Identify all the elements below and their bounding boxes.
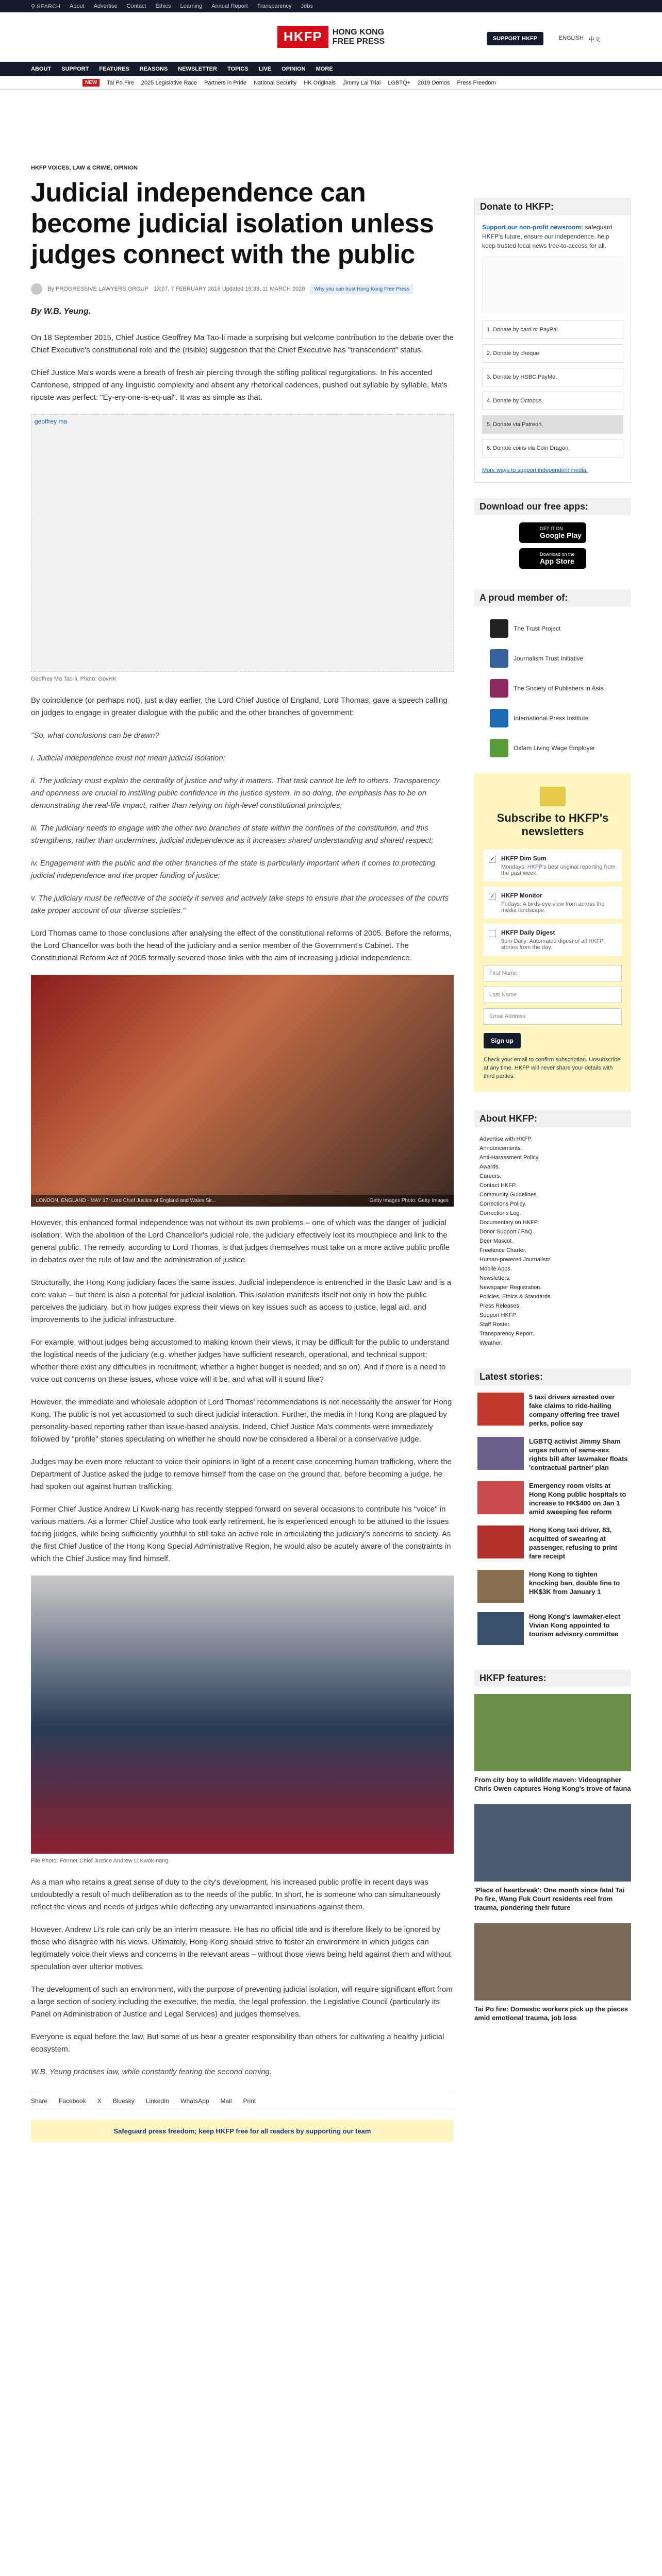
last-name-field[interactable]: Last Name bbox=[484, 987, 622, 1003]
paragraph: For example, without judges being accustomed to making known their views, it may be difficult for the public to understand the logistical needs of the judiciary (e.g. whether judges have sufficient research, operational, and technical support; whether there exist any difficulties in recruitment; whether a higher budget is needed; and so on). And if there is a need to voice out concerns on these issues, whose voice will it be, and what will it sound like? bbox=[31, 1338, 449, 1384]
share-bar bbox=[31, 2092, 454, 2110]
trending-bar bbox=[0, 76, 662, 90]
members-title: A proud member of: bbox=[474, 589, 631, 606]
about-link[interactable]: Community Guidelines. bbox=[479, 1192, 538, 1198]
about-link[interactable]: Deer Mascot. bbox=[479, 1238, 514, 1244]
topbar-jobs[interactable]: Jobs bbox=[301, 3, 313, 9]
donate-intro bbox=[482, 223, 623, 250]
features-widget bbox=[474, 1670, 631, 2022]
member-logo[interactable] bbox=[474, 643, 631, 673]
image-alt-text[interactable]: geoffrey ma bbox=[35, 418, 68, 425]
about-link[interactable]: Awards. bbox=[479, 1164, 500, 1170]
about-link[interactable]: Press Releases. bbox=[479, 1303, 521, 1309]
topbar-learning[interactable]: Learning bbox=[180, 3, 203, 9]
paragraph: However, Andrew Li's role can only be an interim measure. He has no official title and is therefore likely to be ignored by those who disagree with his views. Ultimately, Hong Kong should strive to foster an environment in which judges can legitimately voice their views and concerns in the relevant areas – without those views being held against them and without speculation over ulterior motives. bbox=[31, 1925, 451, 1971]
main-nav bbox=[0, 62, 662, 76]
jti-icon bbox=[490, 649, 508, 668]
search-label: SEARCH bbox=[37, 3, 60, 10]
gp-small: GET IT ON bbox=[540, 526, 563, 531]
member-logo[interactable] bbox=[474, 614, 631, 643]
byline-author[interactable]: By PROGRESSIVE LAWYERS GROUP bbox=[47, 286, 148, 292]
donate-option[interactable]: 1. Donate by card or PayPal. bbox=[482, 320, 623, 339]
support-promo-banner[interactable] bbox=[31, 2120, 454, 2142]
donate-option[interactable]: 2. Donate by cheque. bbox=[482, 344, 623, 363]
as-small: Download on the bbox=[540, 552, 575, 557]
donate-option[interactable]: 5. Donate via Patreon. bbox=[482, 415, 623, 434]
search-link[interactable]: ⚲ SEARCH bbox=[31, 3, 60, 10]
feature-title[interactable]: Tai Po fire: Domestic workers pick up the pieces amid emotional trauma, job loss bbox=[474, 2005, 628, 2022]
apps-title: Download our free apps: bbox=[474, 498, 631, 515]
member-name: Oxfam Living Wage Employer bbox=[514, 744, 595, 752]
photo-credit: Getty Images Photo: Getty Images bbox=[369, 1198, 449, 1204]
nav-features[interactable]: FEATURES bbox=[99, 66, 129, 72]
about-link[interactable]: Donor Support / FAQ. bbox=[479, 1229, 534, 1235]
google-play-button[interactable] bbox=[519, 522, 586, 543]
nav-more[interactable]: MORE bbox=[316, 66, 333, 72]
latest-story[interactable] bbox=[474, 1393, 631, 1437]
topbar-transparency[interactable]: Transparency bbox=[257, 3, 292, 9]
feature-title[interactable]: From city boy to wildlife maven: Videographer Chris Owen captures Hong Kong's trove of fauna bbox=[474, 1776, 631, 1792]
nav-opinion[interactable]: OPINION bbox=[282, 66, 306, 72]
byline-dates: 13:07, 7 FEBRUARY 2016 Updated 19:33, 11 MARCH 2020 bbox=[153, 286, 305, 292]
paragraph: However, the immediate and wholesale adoption of Lord Thomas' recommendations is not necessarily the answer for Hong Kong. The public is not yet accustomed to such direct judicial interaction. Further, the media in Hong Kong are plagued by personality-based reporting rather than issue-based analysis. Indeed, Chief Justice Ma's comments were immediately followed by "profile" stories speculating on whether he should now be considered a liberal or a conservative judge. bbox=[31, 1398, 452, 1444]
author-avatar bbox=[31, 283, 42, 295]
story-title[interactable]: LGBTQ activist Jimmy Sham urges return of same-sex rights bill after lawmaker floats 'contractual partner' plan bbox=[529, 1437, 628, 1471]
support-hkfp-button[interactable]: SUPPORT HKFP bbox=[487, 32, 543, 45]
donate-intro-text: safeguard HKFP's future, ensure our independence, help keep trusted local news free-to-access for all. bbox=[482, 224, 613, 249]
trending-link[interactable]: 2025 Legislative Race bbox=[141, 79, 197, 86]
newsletter-option[interactable] bbox=[484, 924, 622, 956]
nav-live[interactable]: LIVE bbox=[258, 66, 272, 72]
newsletter-name: HKFP Monitor bbox=[501, 892, 542, 899]
member-name: Journalism Trust Initiative bbox=[514, 655, 584, 662]
article-title: Judicial independence can become judicial isolation unless judges connect with the public bbox=[31, 178, 434, 269]
photo-caption: LONDON, ENGLAND - MAY 17: Lord Chief Justice of England and Wales Sir... bbox=[36, 1198, 216, 1204]
story-title[interactable]: Hong Kong taxi driver, 83, acquitted of swearing at passenger, refusing to print fare receipt bbox=[529, 1526, 618, 1560]
latest-title: Latest stories: bbox=[474, 1368, 631, 1385]
signup-button[interactable]: Sign up bbox=[484, 1033, 521, 1048]
features-title: HKFP features: bbox=[474, 1670, 631, 1687]
about-link[interactable]: Newsletters. bbox=[479, 1275, 511, 1281]
donate-option[interactable]: 3. Donate by HSBC PayMe. bbox=[482, 368, 623, 386]
newsletter-desc: Mondays: HKFP's best original reporting from the past week. bbox=[501, 864, 616, 876]
logo-line-2: FREE PRESS bbox=[332, 37, 385, 46]
about-link[interactable]: Corrections Policy. bbox=[479, 1201, 526, 1207]
trending-link[interactable]: Tai Po Fire bbox=[107, 79, 134, 86]
latest-story[interactable] bbox=[474, 1570, 631, 1612]
logo-wordmark bbox=[333, 28, 385, 46]
share-facebook[interactable]: Facebook bbox=[59, 2097, 86, 2105]
trending-link[interactable]: LGBTQ+ bbox=[388, 79, 411, 86]
photo-andrew-li bbox=[31, 1575, 454, 1854]
share-print[interactable]: Print bbox=[243, 2097, 256, 2105]
quote-paragraph: iv. Engagement with the public and the other branches of the state is particularly important when it comes to protecting judicial independence and the proper funding of justice; bbox=[31, 859, 436, 880]
ipi-icon bbox=[490, 709, 508, 727]
trust-project-icon bbox=[490, 619, 508, 638]
newsletter-widget bbox=[474, 773, 631, 1092]
story-thumbnail bbox=[477, 1437, 524, 1470]
about-link[interactable]: Corrections Log. bbox=[479, 1210, 521, 1216]
promo-text: Safeguard press freedom; keep HKFP free for all readers by supporting our team bbox=[113, 2127, 371, 2135]
author-bio: W.B. Yeung practises law, while constantly fearing the second coming. bbox=[31, 2067, 272, 2076]
about-widget bbox=[474, 1110, 631, 1348]
feature-image[interactable] bbox=[474, 1804, 631, 1882]
article bbox=[31, 90, 454, 2142]
article-author: By W.B. Yeung. bbox=[31, 307, 91, 316]
site-header bbox=[0, 12, 662, 62]
about-list bbox=[474, 1134, 631, 1348]
feature-image[interactable] bbox=[474, 1694, 631, 1771]
story-title[interactable]: Hong Kong to tighten knocking ban, double fine to HK$3K from January 1 bbox=[529, 1570, 620, 1596]
payment-methods-image bbox=[482, 257, 623, 313]
paragraph: Structurally, the Hong Kong judiciary faces the same issues. Judicial independence is entrenched in the Basic Law and is a core value – but there is also a potential for judicial isolation. This isolation manifests itself not only in how the public perceives the judiciary, but in how judges express their views on key issues such as access to justice, legal aid, and improvements to the judicial infrastructure. bbox=[31, 1278, 452, 1324]
newsletter-name: HKFP Daily Digest bbox=[501, 929, 555, 936]
about-link[interactable]: Announcements. bbox=[479, 1145, 522, 1151]
donate-intro-link[interactable]: Support our non-profit newsroom: bbox=[482, 224, 583, 231]
broken-image-geoffrey-ma bbox=[31, 414, 454, 672]
topbar-ethics[interactable]: Ethics bbox=[155, 3, 171, 9]
logo-line-1: HONG KONG bbox=[332, 27, 385, 37]
share-whatsapp[interactable]: WhatsApp bbox=[180, 2097, 209, 2105]
quote-paragraph: v. The judiciary must be reflective of the society it serves and actively take steps to ensure that the processes of the courts take proper account of our diverse societies." bbox=[31, 894, 449, 915]
newsletter-option[interactable] bbox=[484, 850, 622, 882]
article-categories[interactable]: HKFP VOICES, LAW & CRIME, OPINION bbox=[31, 165, 138, 171]
trending-link[interactable]: Partners in Pride bbox=[204, 79, 247, 86]
share-bluesky[interactable]: Bluesky bbox=[112, 2097, 135, 2105]
topbar-annual-report[interactable]: Annual Report bbox=[211, 3, 248, 9]
about-link[interactable]: Advertise with HKFP. bbox=[479, 1136, 533, 1142]
photo-lord-thomas bbox=[31, 975, 454, 1207]
newsletter-legal: Check your email to confirm subscription. Unsubscribe at any time. HKFP will never share your details with third parties. bbox=[484, 1057, 621, 1079]
nav-about[interactable]: ABOUT bbox=[31, 66, 52, 72]
language-switcher bbox=[559, 35, 600, 43]
donate-option[interactable]: 6. Donate coins via Coin Dragon. bbox=[482, 439, 623, 457]
site-logo[interactable] bbox=[277, 26, 385, 48]
paragraph: As a man who retains a great sense of duty to the city's development, his increased public profile in recent days was undoubtedly a result of much deliberation as to the needs of the public. In short, he is someone who can simultaneously reflect the views and needs of judges while deflecting any unwarranted insinuations against them. bbox=[31, 1878, 440, 1911]
latest-story[interactable] bbox=[474, 1437, 631, 1481]
photo-credit-bar bbox=[31, 1195, 454, 1207]
memberships-widget bbox=[474, 589, 631, 763]
story-title[interactable]: Emergency room visits at Hong Kong public hospitals to increase to HK$400 on Jan 1 amid sweeping fee reform bbox=[529, 1482, 626, 1516]
paragraph: Chief Justice Ma's words were a breath of fresh air piercing through the stifling political regurgitations. In his accented Cantonese, stripped of any linguistic complexity and absent any rhetorical cadences, pushed out syllable by syllable, Ma's riposte was perfect: "Ey-ery-one-is-eq-ual". It was as simple as that. bbox=[31, 368, 448, 402]
about-link[interactable]: Staff Roster. bbox=[479, 1321, 511, 1328]
newsletter-desc: 9pm Daily: Automated digest of all HKFP stories from the day. bbox=[501, 938, 604, 951]
as-big: App Store bbox=[540, 557, 574, 565]
checkbox-checked-icon[interactable]: ✓ bbox=[489, 856, 496, 863]
paragraph: Judges may be even more reluctant to voice their opinions in light of a recent case concerning human trafficking, where the Department of Justice asked the judge to remove himself from the case on the ground that, before becoming a judge, he had spoken out against human trafficking. bbox=[31, 1458, 452, 1491]
feature-title[interactable]: 'Place of heartbreak': One month since fatal Tai Po fire, Wang Fuk Court residents reel from trauma, pondering their future bbox=[474, 1886, 625, 1911]
story-thumbnail bbox=[477, 1393, 524, 1426]
living-wage-icon bbox=[490, 739, 508, 757]
member-logo[interactable] bbox=[474, 733, 631, 763]
sidebar bbox=[474, 90, 631, 2142]
about-link[interactable]: Contact HKFP. bbox=[479, 1182, 517, 1189]
new-badge: NEW bbox=[82, 79, 100, 87]
latest-story[interactable] bbox=[474, 1612, 631, 1654]
paragraph: The development of such an environment, with the purpose of preventing judicial isolation, will require significant effort from a large section of society including the executive, the media, the legal profession, the Legislative Council (particularly its Panel on Administration of Justice and Legal Services) and judges themselves. bbox=[31, 1985, 453, 2019]
gp-big: Google Play bbox=[540, 531, 582, 539]
email-field[interactable]: Email Address bbox=[484, 1008, 622, 1025]
latest-story[interactable] bbox=[474, 1526, 631, 1570]
lang-chinese[interactable]: 中文 bbox=[589, 37, 600, 43]
trending-link[interactable]: Jimmy Lai Trial bbox=[343, 79, 381, 86]
newsletter-title: Subscribe to HKFP's newsletters bbox=[496, 811, 609, 838]
paragraph: Former Chief Justice Andrew Li Kwok-nang has recently stepped forward on several occasions to contribute his "voice" in various matters. As a former Chief Justice who took early retirement, he is experienced enough to be attuned to the issues facing judges, while being sufficiently youthful to still take an active role in articulating the judiciary's concerns to society. As the first Chief Justice of the Hong Kong Special Administrative Region, he would also be acutely aware of the constraints in which the Chief Justice may find himself. bbox=[31, 1505, 451, 1563]
quote-paragraph: "So, what conclusions can be drawn? bbox=[31, 731, 159, 740]
apps-widget bbox=[474, 498, 631, 569]
about-link[interactable]: Weather. bbox=[479, 1340, 502, 1346]
donate-title: Donate to HKFP: bbox=[475, 198, 631, 215]
app-store-button[interactable] bbox=[519, 548, 586, 569]
quote-paragraph: iii. The judiciary needs to engage with the other two branches of state within the confines of the constitution, and this strengthens, rather than undermines, judicial independence as it increases shared understanding and shared respect; bbox=[31, 824, 434, 845]
nav-support[interactable]: SUPPORT bbox=[61, 66, 89, 72]
latest-story[interactable] bbox=[474, 1481, 631, 1526]
more-ways-link[interactable]: More ways to support independent media. bbox=[482, 467, 588, 473]
about-link[interactable]: Transparency Report. bbox=[479, 1331, 534, 1337]
paragraph: On 18 September 2015, Chief Justice Geoffrey Ma Tao-li made a surprising but welcome contribution to the debate over the Chief Executive's constitutional role and the (risible) suggestion that the Chief Executive has "transcendent" status. bbox=[31, 333, 454, 354]
trending-link[interactable]: Press Freedom bbox=[457, 79, 496, 86]
story-title[interactable]: Hong Kong's lawmaker-elect Vivian Kong appointed to tourism advisory committee bbox=[529, 1613, 621, 1638]
about-link[interactable]: Mobile Apps. bbox=[479, 1266, 512, 1272]
member-logo[interactable] bbox=[474, 703, 631, 733]
nav-topics[interactable]: TOPICS bbox=[227, 66, 249, 72]
share-x[interactable]: X bbox=[97, 2097, 102, 2105]
story-thumbnail bbox=[477, 1481, 524, 1514]
about-link[interactable]: Careers. bbox=[479, 1173, 502, 1179]
about-link[interactable]: Anti-Harassment Policy. bbox=[479, 1155, 540, 1161]
topbar-advertise[interactable]: Advertise bbox=[93, 3, 118, 9]
paragraph: Everyone is equal before the law. But some of us bear a greater responsibility than others for cultivating a healthy judicial ecosystem. bbox=[31, 2032, 444, 2054]
nav-reasons[interactable]: REASONS bbox=[139, 66, 168, 72]
checkbox-checked-icon[interactable]: ✓ bbox=[489, 893, 496, 900]
quote-paragraph: ii. The judiciary must explain the centrality of justice and why it matters. That task cannot be left to others. Transparency and openness are crucial to instilling public confidence in the justice system. In so doing, the emphasis has to be on demonstrating the real-life impact, rather than relying on high-level constitutional principles; bbox=[31, 776, 440, 810]
byline bbox=[31, 283, 454, 295]
logo-mark: HKFP bbox=[277, 26, 328, 48]
story-thumbnail bbox=[477, 1612, 524, 1645]
about-link[interactable]: Policies, Ethics & Standards. bbox=[479, 1294, 552, 1300]
share-label: Share bbox=[31, 2097, 48, 2105]
envelope-icon bbox=[540, 787, 566, 806]
sopa-icon bbox=[490, 679, 508, 698]
member-name: The Society of Publishers in Asia bbox=[514, 685, 604, 692]
story-title[interactable]: 5 taxi drivers arrested over fake claims to ride-hailing company offering free travel perks, police say bbox=[529, 1393, 619, 1427]
topbar-about[interactable]: About bbox=[69, 3, 85, 9]
trust-link[interactable]: Why you can trust Hong Kong Free Press bbox=[310, 284, 413, 294]
about-link[interactable]: Documentary on HKFP. bbox=[479, 1219, 539, 1226]
trending-link[interactable]: 2019 Demos bbox=[418, 79, 450, 86]
about-link[interactable]: Human-powered Journalism. bbox=[479, 1257, 552, 1263]
about-link[interactable]: Newspaper Registration. bbox=[479, 1284, 542, 1291]
image-caption: File Photo: Former Chief Justice Andrew Li Kwok-nang. bbox=[31, 1858, 170, 1864]
newsletter-desc: Fridays: A birds-eye view from across the media landscape. bbox=[501, 901, 605, 913]
donate-widget bbox=[474, 198, 631, 483]
share-mail[interactable]: Mail bbox=[220, 2097, 232, 2105]
member-logo[interactable] bbox=[474, 673, 631, 703]
feature-image[interactable] bbox=[474, 1923, 631, 2001]
latest-widget bbox=[474, 1368, 631, 1654]
about-link[interactable]: Freelance Charter. bbox=[479, 1247, 527, 1253]
trending-link[interactable]: HK Originals bbox=[304, 79, 336, 86]
quote-paragraph: i. Judicial independence must not mean judicial isolation; bbox=[31, 754, 225, 762]
member-name: International Press Institute bbox=[514, 715, 589, 722]
story-thumbnail bbox=[477, 1526, 524, 1558]
top-utility-bar bbox=[0, 0, 662, 12]
topbar-contact[interactable]: Contact bbox=[126, 3, 146, 9]
paragraph: By coincidence (or perhaps not), just a day earlier, the Lord Chief Justice of England, Lord Thomas, gave a speech calling on judges to engage in greater dialogue with the public and the other branches of government: bbox=[31, 696, 448, 717]
about-title: About HKFP: bbox=[474, 1110, 631, 1127]
story-thumbnail bbox=[477, 1570, 524, 1603]
share-linkedin[interactable]: LinkedIn bbox=[145, 2097, 170, 2105]
image-caption: Geoffrey Ma Tao-li. Photo: GovHK bbox=[31, 676, 117, 682]
paragraph: However, this enhanced formal independence was not without its own problems – one of which was the danger of 'judicial isolation'. With the abolition of the Lord Chancellor's judicial role, the judiciary effectively lost its mouthpiece and link to the general public. The remedy, according to Lord Thomas, is that judges themselves must take on a more active public profile in debates over the rule of law and the administration of justice. bbox=[31, 1218, 450, 1264]
checkbox-icon[interactable] bbox=[489, 930, 496, 937]
nav-newsletter[interactable]: NEWSLETTER bbox=[178, 66, 217, 72]
newsletter-option[interactable] bbox=[484, 887, 622, 919]
about-link[interactable]: Support HKFP. bbox=[479, 1312, 517, 1318]
trending-link[interactable]: National Security bbox=[254, 79, 297, 86]
member-name: The Trust Project bbox=[514, 625, 561, 632]
first-name-field[interactable]: First Name bbox=[484, 965, 622, 981]
donate-option[interactable]: 4. Donate by Octopus. bbox=[482, 392, 623, 410]
paragraph: Lord Thomas came to those conclusions after analysing the effect of the constitutional reforms of 2005. Before the reforms, the Lord Chancellor was both the head of the judiciary and a senior member of the Government's Cabinet. The Constitutional Reform Act of 2005 formally severed those links with the aim of increasing judicial independence. bbox=[31, 929, 452, 962]
lang-english[interactable]: ENGLISH bbox=[558, 35, 584, 41]
newsletter-name: HKFP Dim Sum bbox=[501, 855, 547, 862]
